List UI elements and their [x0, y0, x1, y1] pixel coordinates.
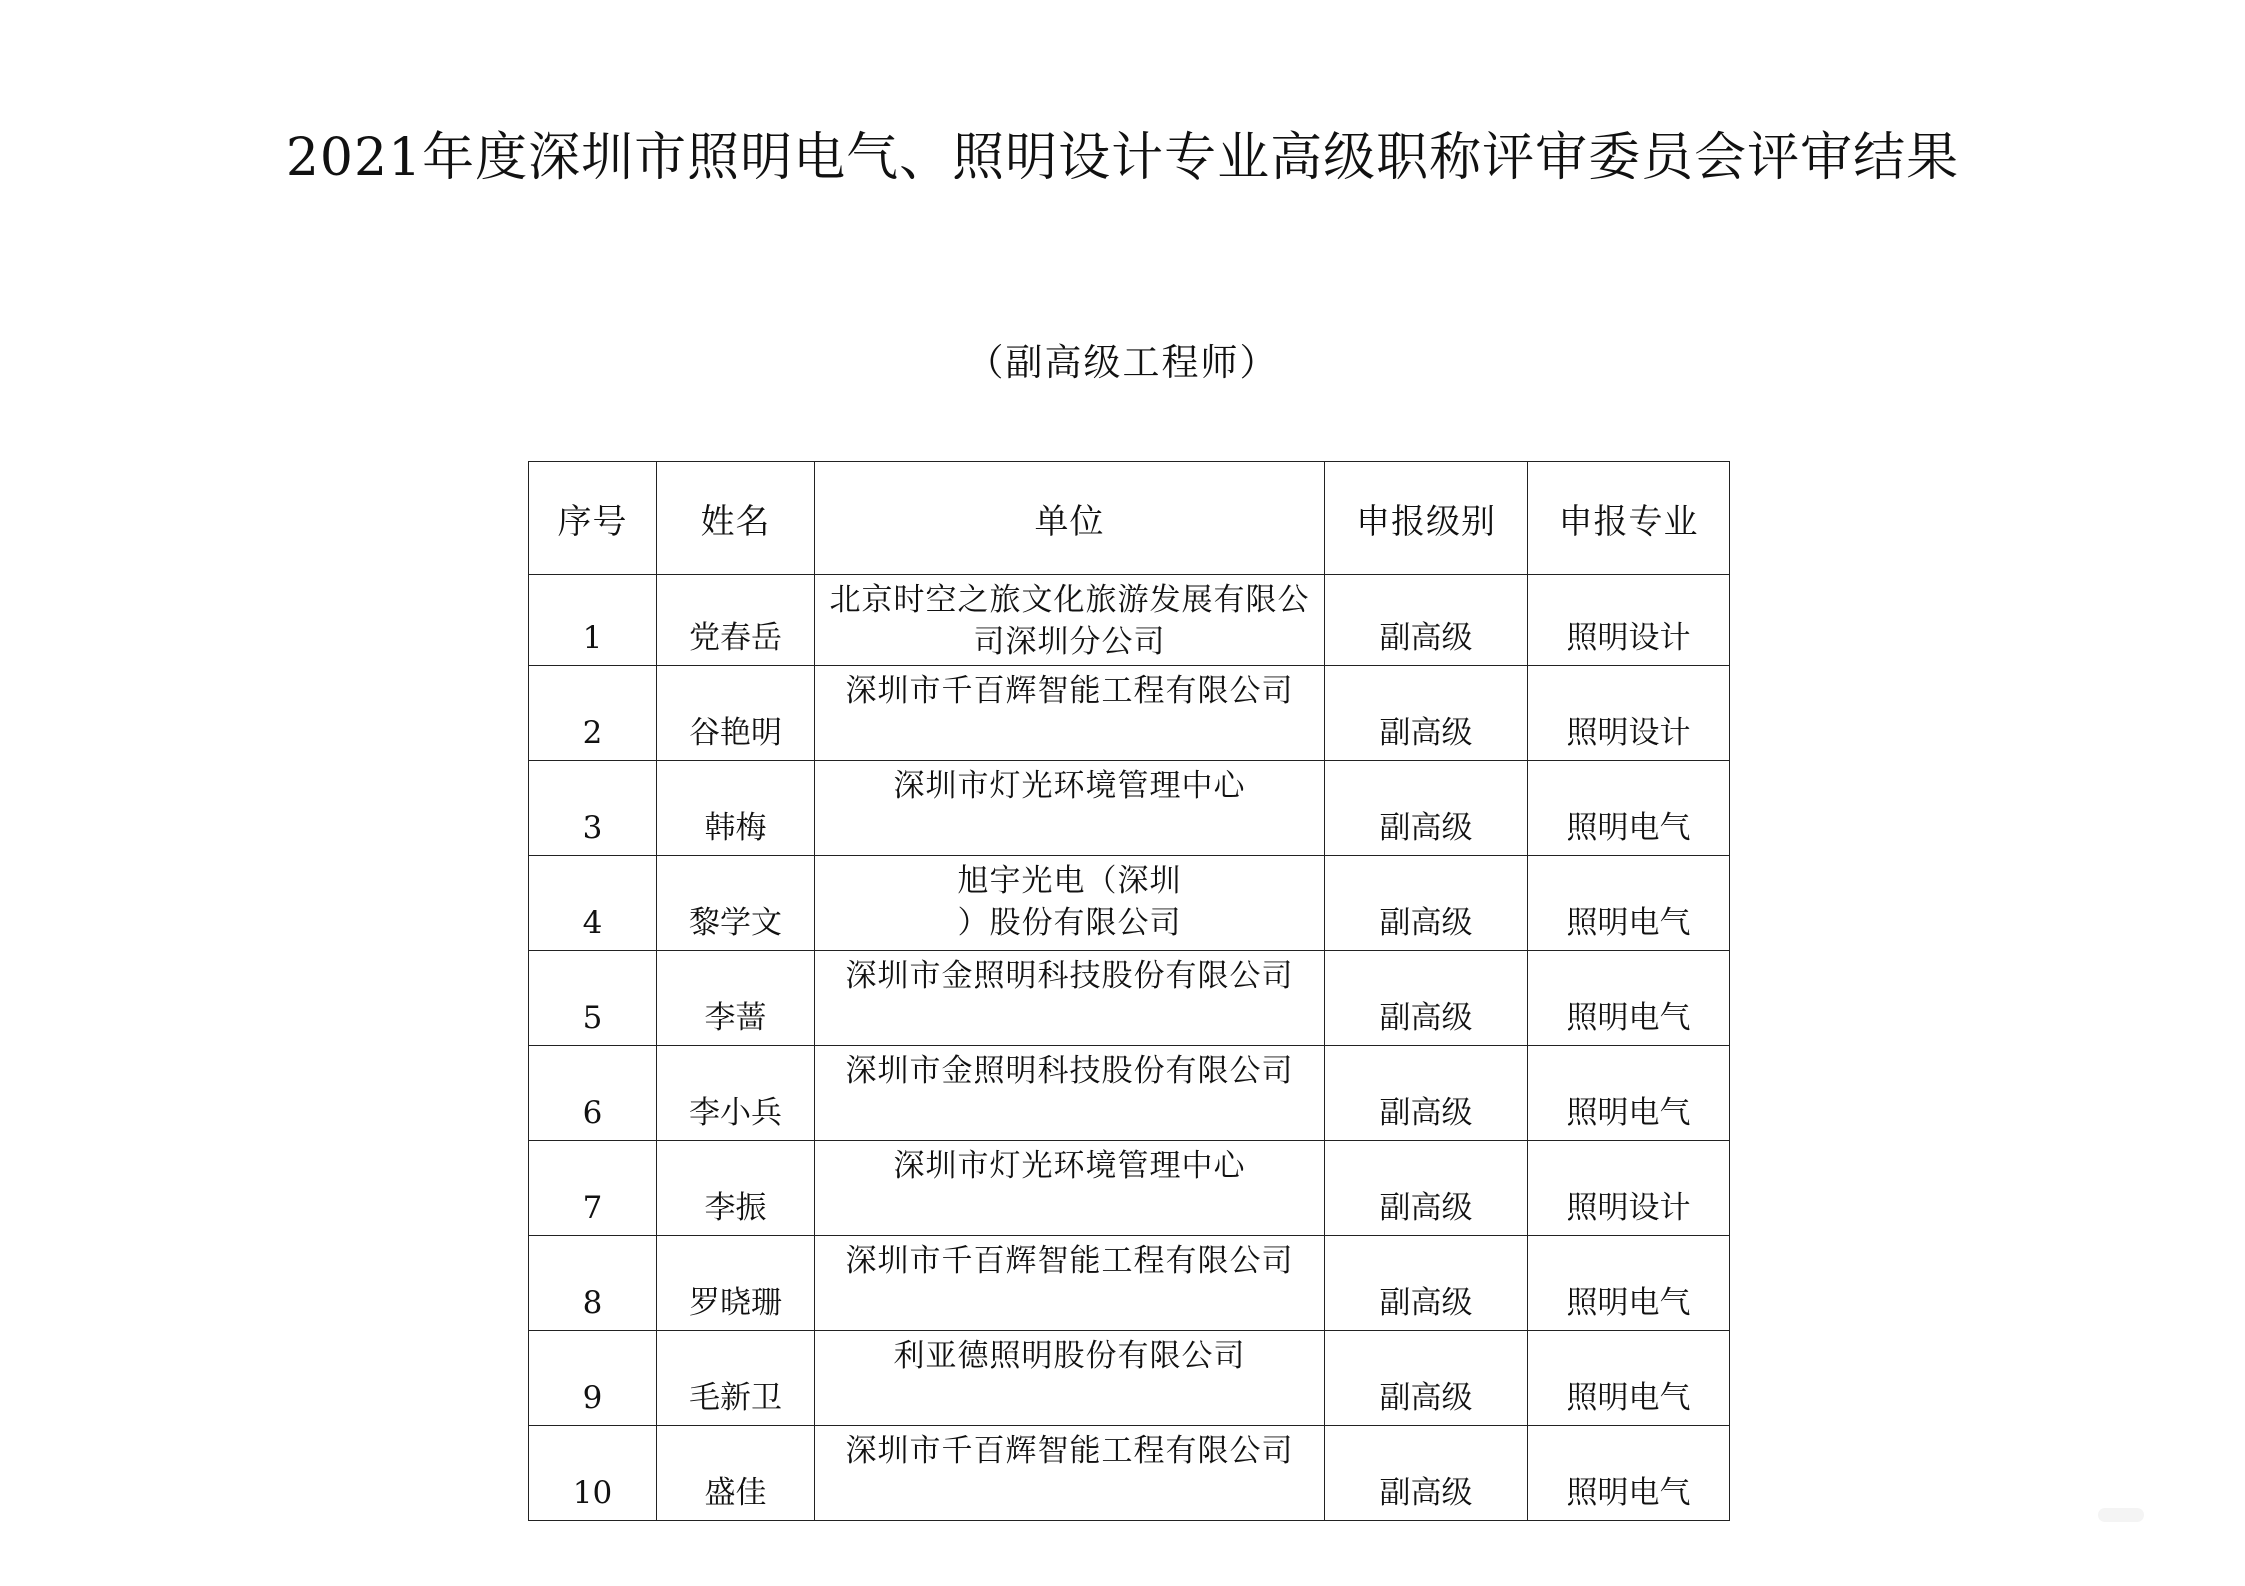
- table-row: [529, 1236, 1730, 1331]
- cell-unit-line: 深圳市千百辉智能工程有限公司: [845, 1433, 1294, 1469]
- cell-level: 副高级: [1325, 1426, 1528, 1521]
- cell-no: 8: [529, 1236, 657, 1331]
- cell-unit-line: 北京时空之旅文化旅游发展有限公: [829, 582, 1310, 618]
- cell-unit: [815, 666, 1325, 761]
- table-row: [529, 761, 1730, 856]
- cell-no: 1: [529, 575, 657, 666]
- cell-level: 副高级: [1325, 761, 1528, 856]
- cell-name: 罗晓珊: [657, 1236, 815, 1331]
- table-row: [529, 856, 1730, 951]
- cell-name: 盛佳: [657, 1426, 815, 1521]
- cell-unit-line: 深圳市灯光环境管理中心: [893, 768, 1246, 804]
- cell-level: 副高级: [1325, 1236, 1528, 1331]
- cell-name: 毛新卫: [657, 1331, 815, 1426]
- table-row: [529, 1141, 1730, 1236]
- cell-unit: [815, 1141, 1325, 1236]
- table-row: [529, 1331, 1730, 1426]
- cell-unit-line: 深圳市金照明科技股份有限公司: [845, 958, 1294, 994]
- cell-name: 谷艳明: [657, 666, 815, 761]
- cell-major: 照明电气: [1528, 856, 1730, 951]
- header-unit: 单位: [815, 462, 1325, 575]
- cell-no: 4: [529, 856, 657, 951]
- cell-major: 照明电气: [1528, 1236, 1730, 1331]
- cell-name: 党春岳: [657, 575, 815, 666]
- document-title: 2021年度深圳市照明电气、照明设计专业高级职称评审委员会评审结果: [285, 128, 1960, 188]
- cell-major: 照明电气: [1528, 1331, 1730, 1426]
- cell-level: 副高级: [1325, 1046, 1528, 1141]
- cell-unit-line: ）股份有限公司: [957, 905, 1182, 941]
- table-row: [529, 1046, 1730, 1141]
- header-name: 姓名: [657, 462, 815, 575]
- cell-name: 李振: [657, 1141, 815, 1236]
- cell-level: 副高级: [1325, 666, 1528, 761]
- header-row: [529, 462, 1730, 575]
- cell-unit: [815, 1331, 1325, 1426]
- cell-level: 副高级: [1325, 1141, 1528, 1236]
- cell-unit: [815, 1426, 1325, 1521]
- table-row: [529, 666, 1730, 761]
- cell-unit: [815, 761, 1325, 856]
- cell-no: 2: [529, 666, 657, 761]
- table-row: [529, 575, 1730, 666]
- cell-unit: [815, 575, 1325, 666]
- table-header: [529, 462, 1730, 575]
- cell-major: 照明电气: [1528, 1046, 1730, 1141]
- table-row: [529, 951, 1730, 1046]
- cell-no: 9: [529, 1331, 657, 1426]
- cell-no: 6: [529, 1046, 657, 1141]
- cell-name: 李蔷: [657, 951, 815, 1046]
- results-table: [528, 461, 1730, 1521]
- cell-major: 照明电气: [1528, 1426, 1730, 1521]
- cell-unit-line: 深圳市千百辉智能工程有限公司: [845, 673, 1294, 709]
- cell-name: 李小兵: [657, 1046, 815, 1141]
- cell-unit-line: 司深圳分公司: [973, 624, 1166, 660]
- header-level: 申报级别: [1325, 462, 1528, 575]
- table-body: [529, 575, 1730, 1521]
- cell-no: 3: [529, 761, 657, 856]
- cell-level: 副高级: [1325, 575, 1528, 666]
- cell-no: 7: [529, 1141, 657, 1236]
- cell-name: 韩梅: [657, 761, 815, 856]
- cell-level: 副高级: [1325, 856, 1528, 951]
- cell-major: 照明设计: [1528, 1141, 1730, 1236]
- cell-unit: [815, 1236, 1325, 1331]
- cell-major: 照明电气: [1528, 761, 1730, 856]
- cell-unit-line: 旭宇光电（深圳: [957, 863, 1182, 899]
- cell-unit-line: 利亚德照明股份有限公司: [893, 1338, 1246, 1374]
- cell-level: 副高级: [1325, 951, 1528, 1046]
- cell-unit-line: 深圳市灯光环境管理中心: [893, 1148, 1246, 1184]
- document-subtitle: （副高级工程师）: [966, 341, 1279, 384]
- cell-unit-line: 深圳市千百辉智能工程有限公司: [845, 1243, 1294, 1279]
- cell-name: 黎学文: [657, 856, 815, 951]
- cell-major: 照明设计: [1528, 575, 1730, 666]
- table-row: [529, 1426, 1730, 1521]
- cell-major: 照明电气: [1528, 951, 1730, 1046]
- header-major: 申报专业: [1528, 462, 1730, 575]
- cell-no: 5: [529, 951, 657, 1046]
- cell-unit: [815, 1046, 1325, 1141]
- cell-unit-line: 深圳市金照明科技股份有限公司: [845, 1053, 1294, 1089]
- cell-unit: [815, 856, 1325, 951]
- header-no: 序号: [529, 462, 657, 575]
- cell-major: 照明设计: [1528, 666, 1730, 761]
- cell-level: 副高级: [1325, 1331, 1528, 1426]
- watermark-mark: [2098, 1508, 2144, 1522]
- cell-unit: [815, 951, 1325, 1046]
- cell-no: 10: [529, 1426, 657, 1521]
